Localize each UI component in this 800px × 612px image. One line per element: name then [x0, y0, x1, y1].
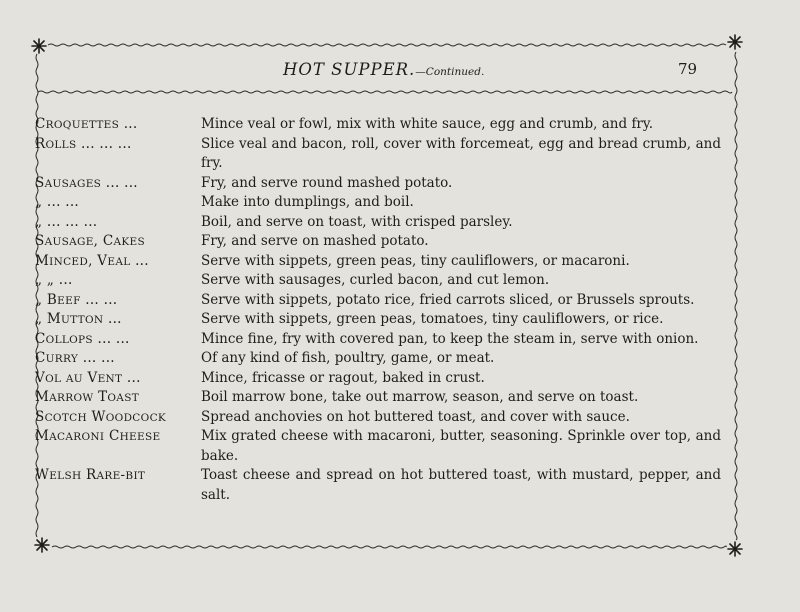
- corner-ornament-icon: [728, 542, 742, 556]
- recipe-name: „ MUTTON ...: [35, 311, 122, 327]
- recipe-description: Mince fine, fry with covered pan, to keep the steam in, serve with onion.: [201, 330, 699, 347]
- recipe-name: CURRY ... ...: [35, 350, 115, 366]
- recipe-description: Mince, fricasse or ragout, baked in crust.: [201, 369, 485, 386]
- recipe-description: Fry, and serve on mashed potato.: [201, 233, 429, 249]
- recipe-description: Serve with sippets, potato rice, fried carrots sliced, or Brussels sprouts.: [201, 291, 695, 308]
- recipe-description: Serve with sippets, green peas, tiny cauliflowers, or macaroni.: [201, 252, 630, 269]
- recipe-name: „ „ ...: [35, 272, 73, 288]
- recipe-entry: [0, 466, 800, 505]
- recipe-name: WELSH RARE-BIT: [35, 467, 146, 483]
- recipe-description: Serve with sippets, green peas, tomatoes, tiny cauliflowers, or rice.: [201, 311, 664, 327]
- recipe-entry: [0, 271, 800, 291]
- top-wavy-rule: [48, 44, 726, 46]
- recipe-name: COLLOPS ... ...: [35, 330, 130, 347]
- continued-label: —Continued.: [415, 66, 485, 78]
- recipe-name: „ ... ...: [35, 194, 80, 210]
- recipe-entry: [0, 252, 800, 272]
- recipe-description: Serve with sausages, curled bacon, and cut lemon.: [201, 272, 550, 288]
- header-wavy-rule: [38, 91, 732, 93]
- recipe-entry: [0, 174, 800, 194]
- recipe-entry: [0, 349, 800, 369]
- running-title: [283, 60, 484, 79]
- recipe-entry: [0, 330, 800, 350]
- page-header: [0, 56, 800, 82]
- recipe-description: Toast cheese and spread on hot buttered toast, with mustard, pepper, and salt.: [201, 467, 721, 503]
- recipe-entry: [0, 369, 800, 389]
- page-number: 79: [678, 60, 698, 78]
- recipe-entry: [0, 408, 800, 428]
- recipe-entry: [0, 193, 800, 213]
- recipe-description: Make into dumplings, and boil.: [201, 194, 414, 210]
- recipe-name: MINCED, VEAL ...: [35, 252, 149, 269]
- recipe-entry: [0, 427, 800, 466]
- recipe-name: CROQUETTES ...: [35, 116, 138, 132]
- recipe-name: MACARONI CHEESE: [35, 428, 161, 444]
- recipe-description: Slice veal and bacon, roll, cover with forcemeat, egg and bread crumb, and fry.: [201, 135, 721, 171]
- recipe-description: Boil, and serve on toast, with crisped parsley.: [201, 213, 513, 230]
- recipe-entry: [0, 388, 800, 408]
- recipe-entry: [0, 310, 800, 330]
- recipe-entry: [0, 291, 800, 311]
- bottom-wavy-rule: [52, 546, 726, 548]
- recipe-description: Mince veal or fowl, mix with white sauce, egg and crumb, and fry.: [201, 116, 654, 132]
- recipe-entry: [0, 213, 800, 233]
- corner-ornament-icon: [32, 39, 46, 53]
- recipe-description: Of any kind of fish, poultry, game, or meat.: [201, 350, 495, 366]
- recipe-name: SCOTCH WOODCOCK: [35, 408, 167, 425]
- recipe-name: VOL AU VENT ...: [35, 369, 141, 386]
- recipe-name: „ BEEF ... ...: [35, 291, 118, 308]
- recipe-name: SAUSAGES ... ...: [35, 174, 138, 191]
- recipe-name: ROLLS ... ... ...: [35, 135, 132, 152]
- recipe-description: Boil marrow bone, take out marrow, season, and serve on toast.: [201, 389, 639, 405]
- recipe-description: Spread anchovies on hot buttered toast, and cover with sauce.: [201, 408, 630, 425]
- recipe-description: Mix grated cheese with macaroni, butter, seasoning. Sprinkle over top, and bake.: [201, 428, 721, 464]
- running-title-text: HOT SUPPER.: [283, 60, 416, 79]
- recipe-name: MARROW TOAST: [35, 389, 139, 405]
- corner-ornament-icon: [728, 35, 742, 49]
- corner-ornament-icon: [35, 538, 49, 552]
- recipe-entry: [0, 232, 800, 252]
- recipe-list: [0, 115, 800, 505]
- recipe-entry: [0, 115, 800, 135]
- recipe-name: SAUSAGE, CAKES: [35, 233, 146, 249]
- recipe-description: Fry, and serve round mashed potato.: [201, 174, 453, 191]
- recipe-name: „ ... ... ...: [35, 213, 98, 230]
- recipe-entry: [0, 135, 800, 174]
